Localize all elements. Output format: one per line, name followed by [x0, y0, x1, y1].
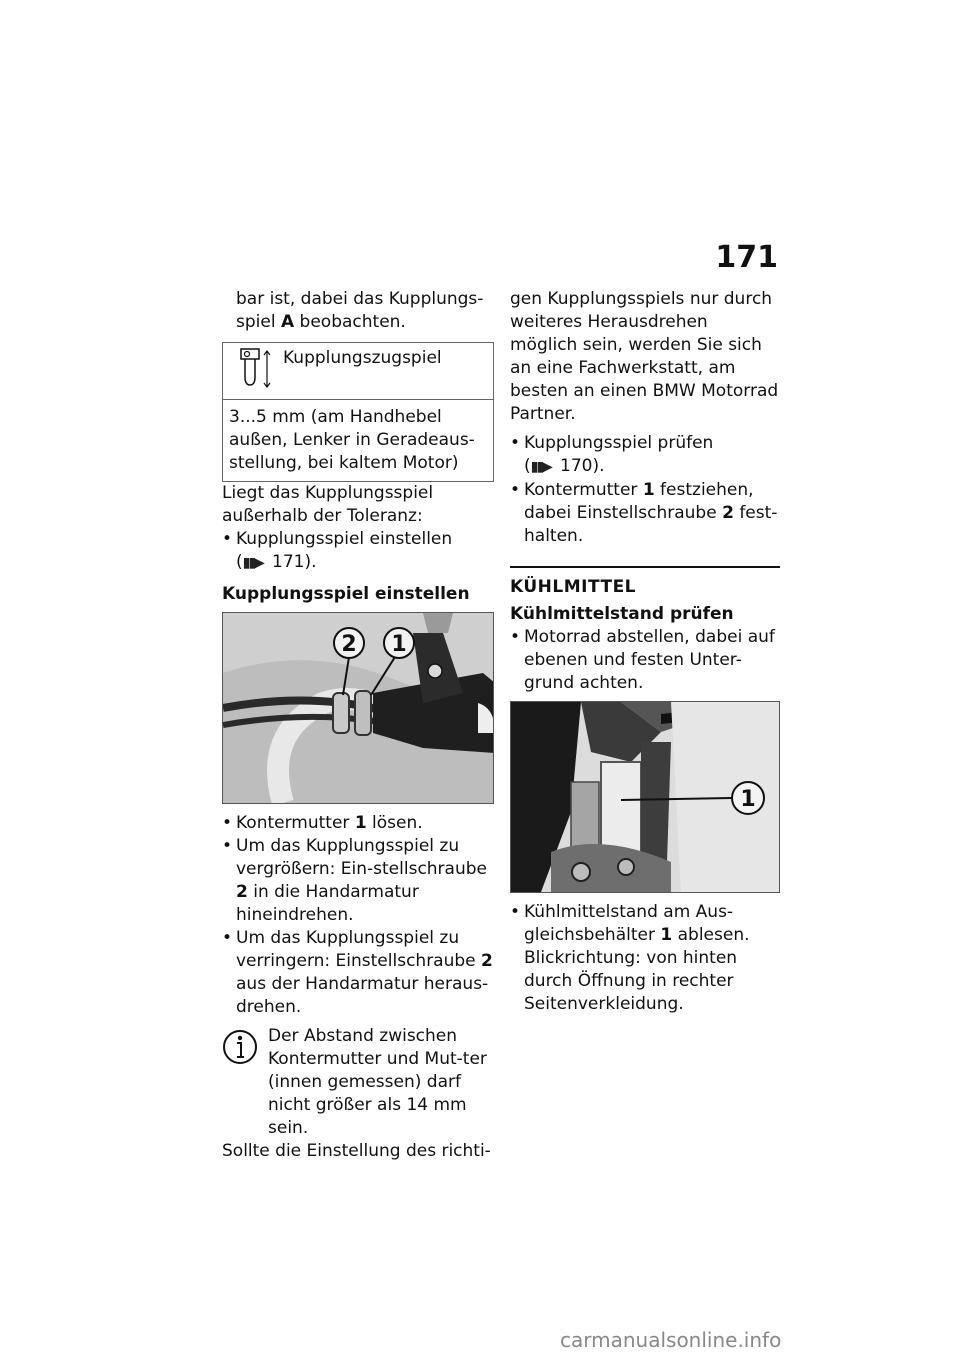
subheading-coolant: Kühlmittelstand prüfen: [510, 604, 734, 624]
figure-clutch-lever: [222, 612, 494, 804]
bullet-adjust-clutch-play: • Kupplungsspiel einstellen (▮▮▶ 171).: [222, 528, 494, 575]
right-column: [510, 288, 780, 1016]
clutch-lever-play-icon: [237, 347, 275, 391]
view-direction-text: Blickrichtung: von hinten durch Öffnung in rechter Seitenverkleidung.: [524, 948, 738, 1014]
info-note: [222, 1025, 494, 1140]
bullet-decrease-play: • Um das Kupplungsspiel zu verringern: Einstellschraube 2 aus der Handarmatur heraus-drehen.: [222, 927, 494, 1019]
section-title: KÜHLMITTEL: [510, 577, 637, 597]
bullet-increase-play: • Um das Kupplungsspiel zu vergrößern: Ein-stellschraube 2 in die Handarmatur hineindrehen.: [222, 835, 494, 927]
info-icon: [222, 1025, 258, 1067]
spec-value: 3...5 mm (am Handhebel außen, Lenker in Geradeaus-stellung, bei kaltem Motor): [229, 407, 475, 473]
clutch-lever-photo: [223, 613, 494, 803]
spec-title: Kupplungszugspiel: [283, 348, 442, 368]
continuation-text: gen Kupplungsspiels nur durch weiteres Herausdrehen möglich sein, werden Sie sich an eine Fachwerkstatt, am besten an einen BMW Motorrad Partner.: [510, 289, 779, 424]
intro-line-2: spiel A beobachten.: [236, 312, 406, 332]
figure-callout-1: 1: [391, 632, 407, 657]
page-reference: (▮▮▶ 170).: [524, 456, 605, 476]
reference-arrow-icon: ▮▮▶: [242, 555, 263, 571]
spec-box: [222, 342, 494, 482]
page-number: 171: [715, 240, 778, 275]
tolerance-text: Liegt das Kupplungsspiel außerhalb der Toleranz:: [222, 483, 434, 526]
subheading-adjust: Kupplungsspiel einstellen: [222, 584, 470, 604]
bullet-tighten-locknut: • Kontermutter 1 festziehen, dabei Einstellschraube 2 fest-halten.: [510, 479, 780, 548]
figure-callout-1: 1: [740, 787, 756, 812]
figure-callout-2: 2: [341, 632, 357, 657]
left-column: [222, 288, 494, 1163]
watermark: carmanualsonline.info: [560, 1328, 782, 1352]
info-text: Der Abstand zwischen Kontermutter und Mut-ter (innen gemessen) darf nicht größer als 14 mm sein.: [268, 1026, 487, 1138]
intro-line-1: bar ist, dabei das Kupplungs-: [236, 289, 484, 309]
section-divider: [510, 566, 780, 568]
figure-coolant-reservoir: [510, 701, 780, 893]
bullet-check-clutch-play: • Kupplungsspiel prüfen (▮▮▶ 170).: [510, 432, 780, 479]
page-reference: (▮▮▶ 171).: [236, 552, 317, 572]
bullet-park-motorcycle: • Motorrad abstellen, dabei auf ebenen und festen Unter-grund achten.: [510, 626, 780, 695]
spec-header: [223, 343, 493, 400]
bullet-loosen-locknut: • Kontermutter 1 lösen.: [222, 812, 494, 835]
reference-arrow-icon: ▮▮▶: [530, 459, 551, 475]
coolant-reservoir-photo: [511, 702, 780, 892]
closing-text: Sollte die Einstellung des richti-: [222, 1141, 491, 1161]
bullet-read-coolant-level: • Kühlmittelstand am Aus-gleichsbehälter 1 ablesen.: [510, 901, 780, 947]
